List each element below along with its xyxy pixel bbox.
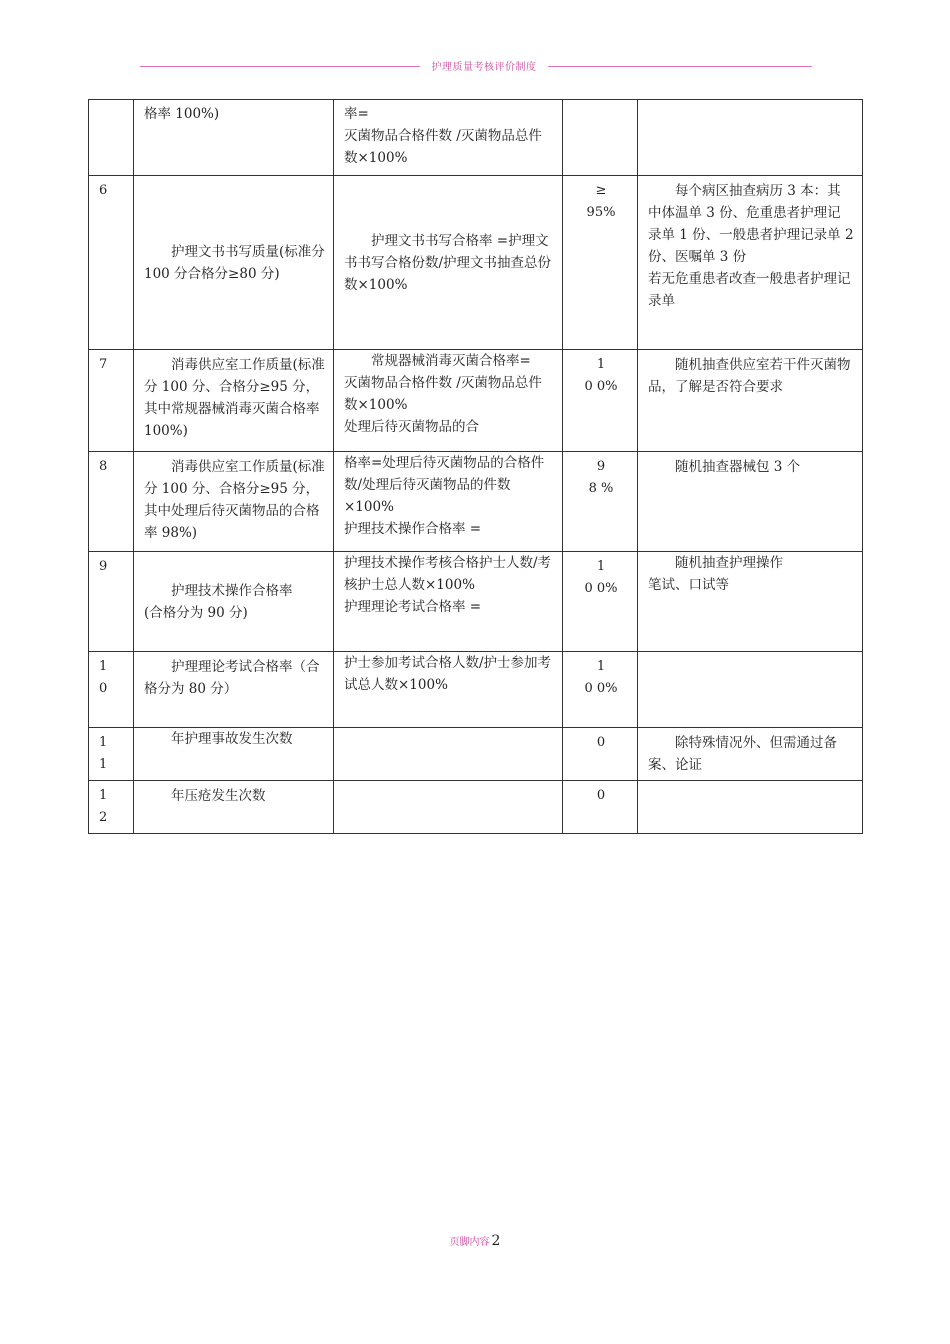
formula-cell: 护理技术操作考核合格护士人数/考核护士总人数×100% 护理理论考试合格率 = [334, 552, 563, 652]
formula-cell: 护士参加考试合格人数/护士参加考试总人数×100% [334, 652, 563, 728]
method-cell: 随机抽查供应室若干件灭菌物品，了解是否符合要求 [638, 350, 863, 452]
row-number [89, 100, 134, 176]
header-rule-left [140, 66, 420, 67]
header-rule-right [548, 66, 812, 67]
row-number: 1 2 [89, 781, 134, 834]
table-row [89, 552, 863, 652]
formula-cell: 格率=处理后待灭菌物品的合格件数/处理后待灭菌物品的件数×100% 护理技术操作合格率 = [334, 452, 563, 552]
formula-cell [334, 781, 563, 834]
row-number: 6 [89, 176, 134, 350]
row-number: 1 1 [89, 728, 134, 781]
row-number: 9 [89, 552, 134, 652]
standard-cell: 1 0 0% [563, 552, 638, 652]
table-row [89, 652, 863, 728]
table-row [89, 100, 863, 176]
item-cell: 护理理论考试合格率（合格分为 80 分） [134, 652, 334, 728]
page-footer [0, 1233, 950, 1249]
method-cell: 随机抽查器械包 3 个 [638, 452, 863, 552]
standard-cell: 1 0 0% [563, 652, 638, 728]
row-number: 1 0 [89, 652, 134, 728]
formula-cell: 护理文书书写合格率 =护理文书书写合格份数/护理文书抽查总份数×100% [334, 176, 563, 350]
table-row [89, 350, 863, 452]
formula-cell [334, 728, 563, 781]
item-cell: 格率 100%) [134, 100, 334, 176]
row-number: 8 [89, 452, 134, 552]
method-cell: 随机抽查护理操作 笔试、口试等 [638, 552, 863, 652]
page-number: 2 [491, 1233, 501, 1249]
standard-cell: 0 [563, 781, 638, 834]
method-cell [638, 781, 863, 834]
standard-cell: 9 8 % [563, 452, 638, 552]
method-cell [638, 652, 863, 728]
method-cell [638, 100, 863, 176]
item-cell: 护理文书书写质量(标准分 100 分合格分≥80 分) [134, 176, 334, 350]
table-row [89, 176, 863, 350]
formula-text: 率= 灭菌物品合格件数 /灭菌物品总件数×100% [344, 106, 542, 166]
item-cell: 年压疮发生次数 [134, 781, 334, 834]
formula-cell [334, 100, 563, 176]
formula-cell: 常规器械消毒灭菌合格率= 灭菌物品合格件数 /灭菌物品总件数×100% 处理后待灭菌物品的合 [334, 350, 563, 452]
standard-cell [563, 100, 638, 176]
standard-cell: ≥ 95% [563, 176, 638, 350]
standard-cell: 0 [563, 728, 638, 781]
item-cell: 消毒供应室工作质量(标准分 100 分、合格分≥95 分，其中常规器械消毒灭菌合格率 100%) [134, 350, 334, 452]
item-cell: 年护理事故发生次数 [134, 728, 334, 781]
page-header-title: 护理质量考核评价制度 [431, 62, 537, 73]
row-number: 7 [89, 350, 134, 452]
standard-cell: 1 0 0% [563, 350, 638, 452]
method-cell: 除特殊情况外、但需通过备案、论证 [638, 728, 863, 781]
item-cell: 消毒供应室工作质量(标准分 100 分、合格分≥95 分，其中处理后待灭菌物品的合格率 98%) [134, 452, 334, 552]
table-row [89, 781, 863, 834]
method-cell: 每个病区抽查病历 3 本：其中体温单 3 份、危重患者护理记录单 1 份、一般患者护理记录单 2 份、医嘱单 3 份 若无危重患者改查一般患者护理记录单 [638, 176, 863, 350]
table-row [89, 452, 863, 552]
item-cell: 护理技术操作合格率 (合格分为 90 分) [134, 552, 334, 652]
evaluation-table [88, 99, 863, 834]
footer-label: 页脚内容 [449, 1237, 490, 1248]
table-row [89, 728, 863, 781]
